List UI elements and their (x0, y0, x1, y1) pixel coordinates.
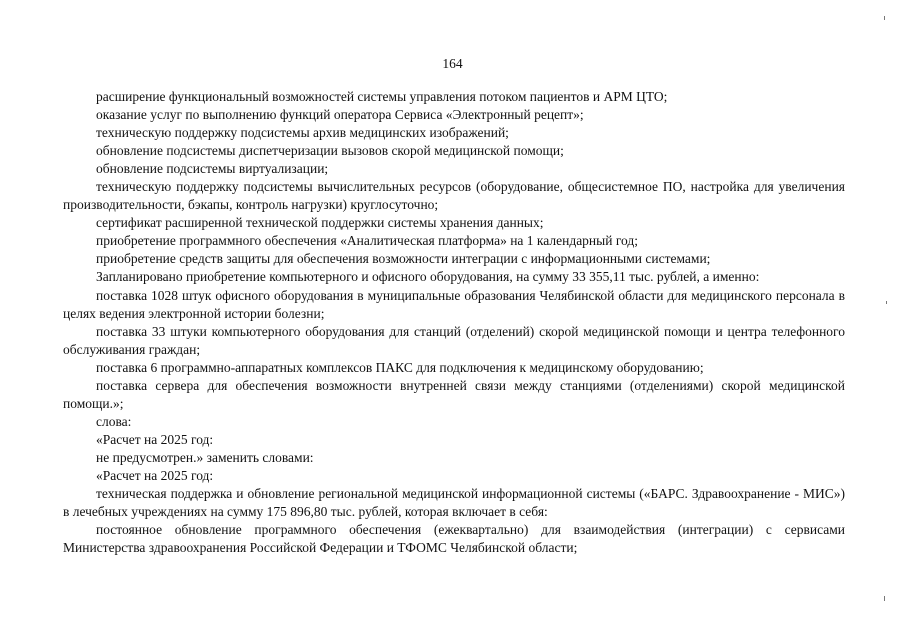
paragraph: поставка сервера для обеспечения возможности внутренней связи между станциями (отделениями) скорой медицинской помощи.»; (63, 377, 845, 411)
paragraph: поставка 1028 штук офисного оборудования в муниципальные образования Челябинской области для медицинского персонала в целях ведения электронной истории болезни; (63, 287, 845, 321)
paragraph: Запланировано приобретение компьютерного и офисного оборудования, на сумму 33 355,11 тыс. рублей, а именно: (96, 269, 760, 285)
paragraph: техническая поддержка и обновление региональной медицинской информационной системы («БАРС. Здравоохранение - МИС») в лечебных учреждениях на сумму 175 896,80 тыс. рублей, которая включает в себя: (63, 486, 845, 520)
paragraph: поставка 6 программно-аппаратных комплексов ПАКС для подключения к медицинскому оборудованию; (96, 359, 704, 375)
paragraph: техническую поддержку подсистемы вычислительных ресурсов (оборудование, общесистемное ПО, настройка для увеличения производительности, бэкапы, контроль нагрузки) круглосуточно; (63, 179, 845, 213)
paragraph: приобретение средств защиты для обеспечения возможности интеграции с информационными системами; (96, 251, 711, 267)
paragraph: техническую поддержку подсистемы архив медицинских изображений; (96, 125, 509, 141)
paragraph: сертификат расширенной технической поддержки системы хранения данных; (96, 215, 544, 231)
paragraph: «Расчет на 2025 год: (96, 431, 214, 447)
paragraph: поставка 33 штуки компьютерного оборудования для станций (отделений) скорой медицинской помощи и центра телефонного обслуживания граждан; (63, 323, 845, 357)
scan-mark (884, 16, 885, 20)
scan-mark (886, 301, 887, 304)
scan-mark (884, 596, 885, 601)
paragraph: обновление подсистемы виртуализации; (96, 161, 329, 177)
paragraph: оказание услуг по выполнению функций оператора Сервиса «Электронный рецепт»; (96, 107, 584, 123)
paragraph: расширение функциональный возможностей системы управления потоком пациентов и АРМ ЦТО; (96, 89, 668, 104)
paragraph: приобретение программного обеспечения «Аналитическая платформа» на 1 календарный год; (96, 233, 639, 249)
paragraph: «Расчет на 2025 год: (96, 467, 214, 483)
paragraph: не предусмотрен.» заменить словами: (96, 449, 314, 465)
page-number: 164 (442, 56, 463, 71)
paragraph: постоянное обновление программного обеспечения (ежеквартально) для взаимодействия (интеграции) с сервисами Министерства здравоохранения Российской Федерации и ТФОМС Челябинской области; (63, 522, 845, 556)
paragraph: обновление подсистемы диспетчеризации вызовов скорой медицинской помощи; (96, 143, 564, 159)
paragraph: слова: (96, 413, 132, 429)
document-body (63, 88, 845, 557)
